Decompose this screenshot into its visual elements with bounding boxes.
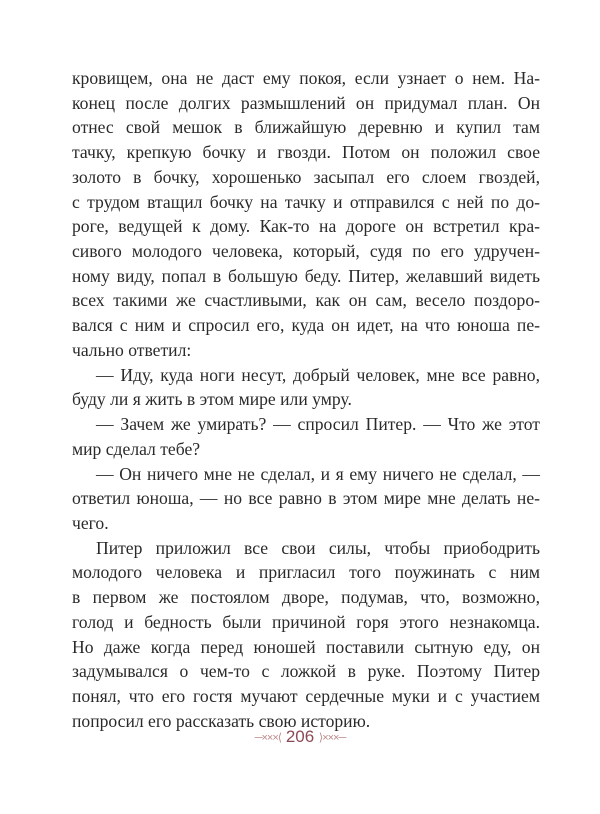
text-line: голод и бедность были причиной горя этого незнакомца. [72,611,540,632]
text-line: задумывался о чем-то с ложкой в руке. Поэтому Питер [72,661,540,682]
text-line: вался с ним и спросил его, куда он идет, на что юноша пе- [72,315,540,336]
text-line: Питер приложил все свои силы, чтобы приободрить [96,537,540,558]
text-line: ответил юноша, — но все равно в этом мире мне делать не- [72,488,540,509]
text-line: всех такими же счастливыми, как он сам, весело поздоро- [72,290,540,311]
text-line: конец после долгих размышлений он придумал план. Он [72,92,540,113]
ornament-right-icon: ⟩×××─ [318,732,346,745]
text-line: — Он ничего мне не сделал, и я ему ничего не сделал, — [96,463,540,484]
text-line: в первом же постоялом дворе, подумав, что, возможно, [72,587,540,608]
text-line: отнес свой мешок в ближайшую деревню и купил там [72,117,540,138]
text-line: попросил его рассказать свою историю. [72,710,371,731]
text-line: — Иду, куда ноги несут, добрый человек, мне все равно, [96,364,540,385]
text-line: роге, ведущей к дому. Как-то на дороге он встретил кра- [72,216,540,237]
text-line: — Зачем же умирать? — спросил Питер. — Что же этот [96,414,540,435]
text-line: кровищем, она не даст ему покоя, если узнает о нем. На- [72,68,540,88]
text-line: Но даже когда перед юношей поставили сытную еду, он [72,636,540,657]
text-line: ному виду, попал в большую беду. Питер, желавший видеть [72,265,540,286]
text-line: буду ли я жить в этом мире или умру. [72,389,352,410]
text-line: тачку, крепкую бочку и гвозди. Потом он положил свое [72,142,540,163]
text-line: чего. [72,512,109,533]
page-number: 206 [285,727,315,746]
text-line: понял, что его гостя мучают сердечные муки и с участием [72,685,540,706]
text-line: чально ответил: [72,339,192,360]
page-footer [0,727,600,747]
text-line: золото в бочку, хорошенько засыпал его слоем гвоздей, [72,166,540,187]
ornament-left-icon: ─×××⟨ [254,732,282,745]
text-line: мир сделал тебе? [72,438,201,459]
text-line: сивого молодого человека, который, судя по его удручен- [72,241,540,262]
text-line: молодого человека и пригласил того поужинать с ним [72,562,540,583]
body-text [72,66,540,733]
text-line: с трудом втащил бочку на тачку и отправился с ней по до- [72,191,540,212]
